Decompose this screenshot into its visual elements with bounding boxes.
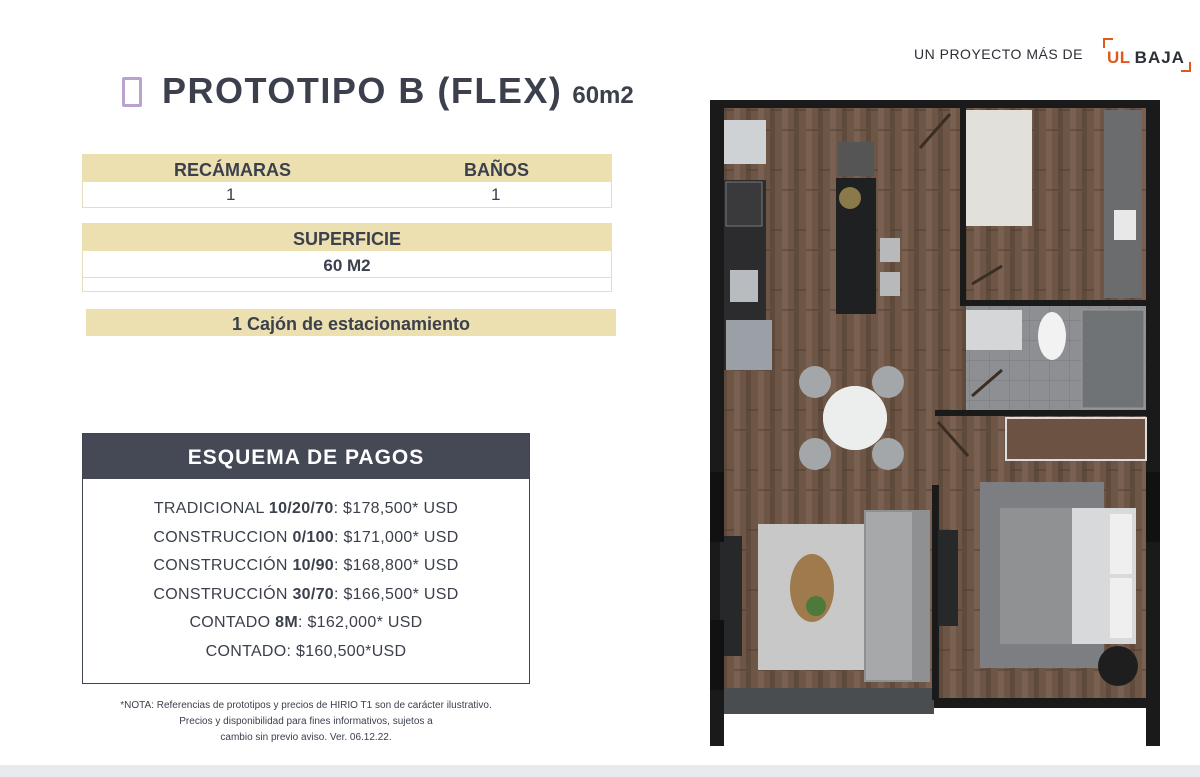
bedrooms-value: 1 bbox=[226, 185, 236, 204]
floor-plan-image bbox=[710, 100, 1160, 746]
payment-row: TRADICIONAL 10/20/70: $178,500* USD bbox=[153, 500, 459, 517]
rectangle-icon bbox=[122, 77, 142, 107]
ul-baja-logo: UL BAJA bbox=[1107, 40, 1185, 68]
baths-label: BAÑOS bbox=[464, 160, 530, 180]
payment-row: CONTADO: $160,500*USD bbox=[205, 642, 407, 660]
page-title bbox=[122, 70, 634, 112]
rooms-header bbox=[82, 154, 612, 182]
rooms-values bbox=[82, 182, 612, 208]
bedrooms-label: RECÁMARAS bbox=[174, 160, 291, 180]
payment-row: CONSTRUCCIÓN 30/70: $166,500* USD bbox=[153, 585, 459, 603]
surface-values bbox=[82, 251, 612, 292]
payment-row: CONSTRUCCION 0/100: $171,000* USD bbox=[153, 528, 459, 546]
surface-header bbox=[82, 223, 612, 251]
parking-label: 1 Cajón de estacionamiento bbox=[231, 314, 471, 334]
payment-scheme-title: ESQUEMA DE PAGOS bbox=[83, 434, 529, 479]
payment-row: CONTADO 8M: $162,000* USD bbox=[189, 614, 423, 631]
brand-header bbox=[914, 40, 1185, 68]
surface-value: 60 M2 bbox=[323, 256, 371, 275]
prototype-title: PROTOTIPO B (FLEX) bbox=[162, 70, 563, 111]
baths-value: 1 bbox=[491, 185, 501, 204]
prototype-size: 60m2 bbox=[572, 82, 634, 109]
brand-tagline: UN PROYECTO MÁS DE bbox=[914, 46, 1083, 62]
page-bottom-bar bbox=[0, 765, 1200, 777]
payment-row: CONSTRUCCIÓN 10/90: $168,800* USD bbox=[153, 557, 459, 574]
surface-label: SUPERFICIE bbox=[292, 229, 402, 249]
disclaimer-note: *NOTA: Referencias de prototipos y precios de HIRIO T1 son de carácter ilustrativo. Precios y disponibilidad para fines informativos, sujetos a cambio sin previo aviso. Ver. 06.12.22. bbox=[120, 700, 492, 743]
payment-list bbox=[83, 479, 529, 666]
parking-banner bbox=[86, 309, 616, 336]
payment-scheme-box bbox=[82, 433, 530, 684]
